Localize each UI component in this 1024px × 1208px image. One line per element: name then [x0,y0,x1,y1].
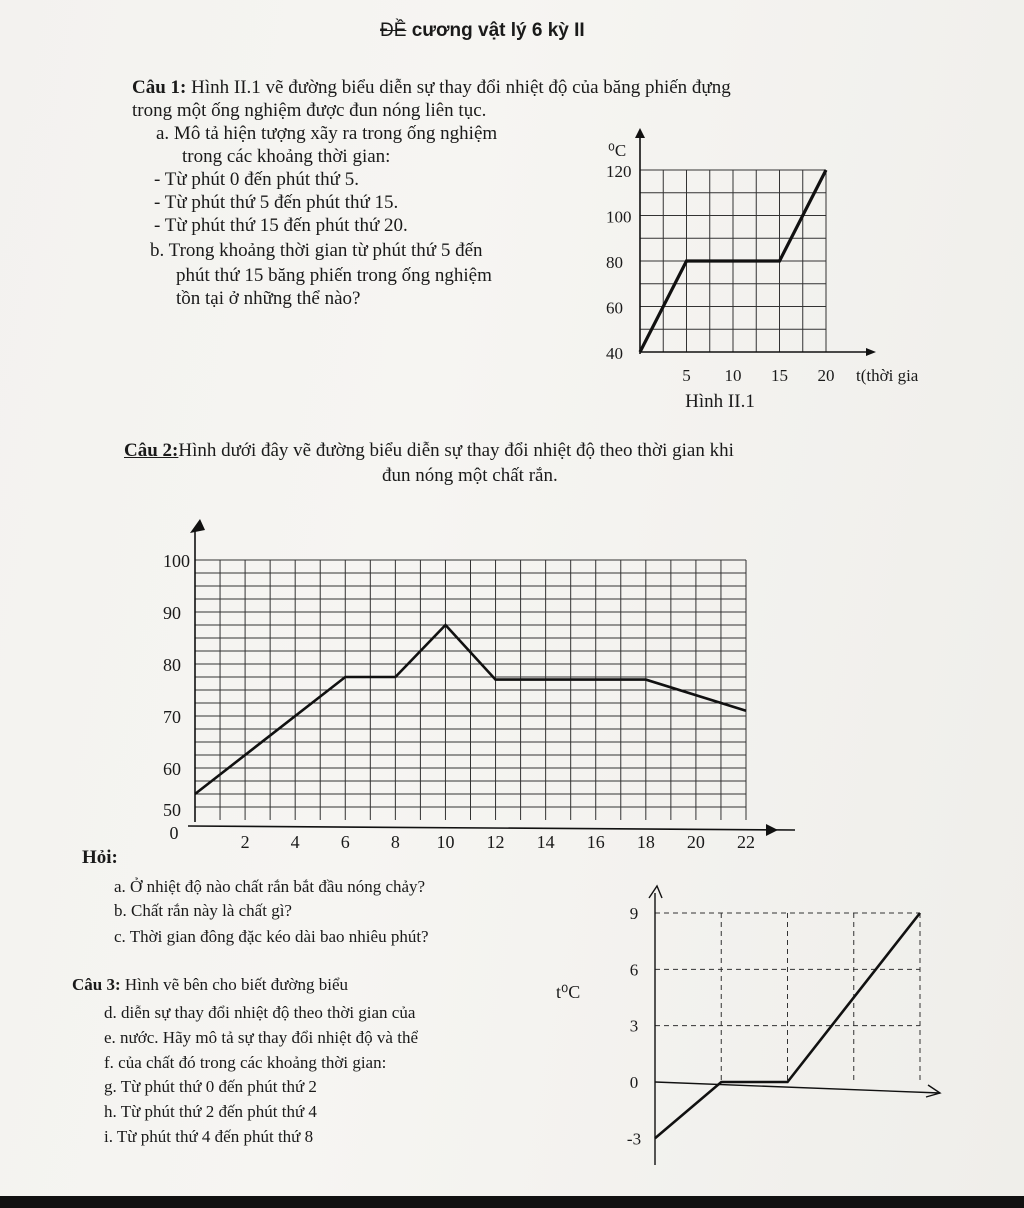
y-tick-label: 60 [163,759,181,779]
x-tick-label: 10 [724,366,742,385]
bottom-edge [0,1196,1024,1208]
q1-item-2: - Từ phút thứ 5 đến phút thứ 15. [154,192,399,213]
q3-item-e: e. nước. Hãy mô tả sự thay đổi nhiệt độ và thể [104,1028,418,1047]
y-tick-label: 90 [163,603,181,623]
q2-question-c: c. Thời gian đông đặc kéo dài bao nhiêu phút? [114,927,429,946]
y-tick-label: 40 [606,344,623,363]
y-axis-label: t⁰C [556,982,581,1002]
y-tick-label: 80 [163,655,181,675]
q2-question-a: a. Ở nhiệt độ nào chất rắn bắt đầu nóng chảy? [114,877,426,896]
q2-intro-line2: đun nóng một chất rắn. [382,465,558,486]
x-tick-label: 8 [390,832,400,852]
x-axis [655,1082,940,1093]
y-tick-label: 50 [163,800,181,820]
q1-b-line2: phút thứ 15 băng phiến trong ống nghiệm [176,265,492,286]
x-axis-label: t(thời gia [856,366,919,385]
x-tick-label: 18 [636,832,655,852]
x-tick-label: 12 [486,832,505,852]
y-tick-label: 80 [606,253,623,272]
x-axis-arrow [926,1085,940,1097]
y-tick-label: 9 [629,904,639,923]
q3-line1: Câu 3: Hình vẽ bên cho biết đường biểu [72,975,349,994]
q3-item-h: h. Từ phút thứ 2 đến phút thứ 4 [104,1102,317,1121]
x-tick-label: 16 [586,832,605,852]
y-tick-label: 100 [606,207,632,227]
q2-ask-label: Hỏi: [82,847,118,868]
x-tick-label: 6 [340,832,350,852]
q3-item-i: i. Từ phút thứ 4 đến phút thứ 8 [104,1127,314,1146]
x-tick-label: 10 [436,832,455,852]
q1-intro-line1: Câu 1: Hình II.1 vẽ đường biểu diễn sự thay đổi nhiệt độ của băng phiến đựng [132,77,731,98]
y-axis-label: ⁰C [608,141,627,160]
q2-intro-line1: Câu 2:Hình dưới đây vẽ đường biểu diễn sự thay đổi nhiệt độ theo thời gian khi [124,440,734,461]
q1-b-line3: tồn tại ở những thể nào? [176,288,361,309]
x-tick-label: 14 [536,832,555,852]
x-tick-label: 15 [771,366,788,385]
q1-item-3: - Từ phút thứ 15 đến phút thứ 20. [154,215,408,236]
y-tick-label: 3 [629,1016,639,1036]
x-tick-label: 5 [682,366,691,385]
chart-title: Hình II.1 [685,391,755,412]
q1-intro-line2: trong một ống nghiệm được đun nóng liên tục. [132,100,487,121]
q1-a-line2: trong các khoảng thời gian: [182,146,391,167]
q3-item-f: f. của chất đó trong các khoảng thời gian: [104,1053,387,1072]
y-tick-label: 6 [629,960,639,980]
x-tick-label: 2 [240,832,250,852]
y-tick-label: -3 [626,1129,642,1149]
q1-a-line1: a. Mô tả hiện tượng xãy ra trong ống nghiệm [156,123,498,144]
y-tick-label: 100 [163,551,190,571]
q2-question-b: b. Chất rắn này là chất gì? [114,901,292,920]
x-tick-label: 22 [737,832,755,852]
q1-item-1: - Từ phút 0 đến phút thứ 5. [154,169,359,190]
x-tick-label: 0 [169,823,179,843]
x-tick-label: 4 [290,832,300,852]
x-tick-label: 20 [817,366,835,385]
q3-item-g: g. Từ phút thứ 0 đến phút thứ 2 [104,1077,317,1096]
q3-item-d: d. diễn sự thay đổi nhiệt độ theo thời gian của [104,1003,416,1022]
y-tick-label: 0 [629,1073,639,1092]
x-tick-label: 20 [686,832,705,852]
page-title: ĐỀ cương vật lý 6 kỳ II [380,20,585,41]
q1-b-line1: b. Trong khoảng thời gian từ phút thứ 5 đến [150,240,483,261]
y-tick-label: 120 [606,162,632,181]
y-tick-label: 60 [606,298,623,318]
y-tick-label: 70 [163,707,181,727]
